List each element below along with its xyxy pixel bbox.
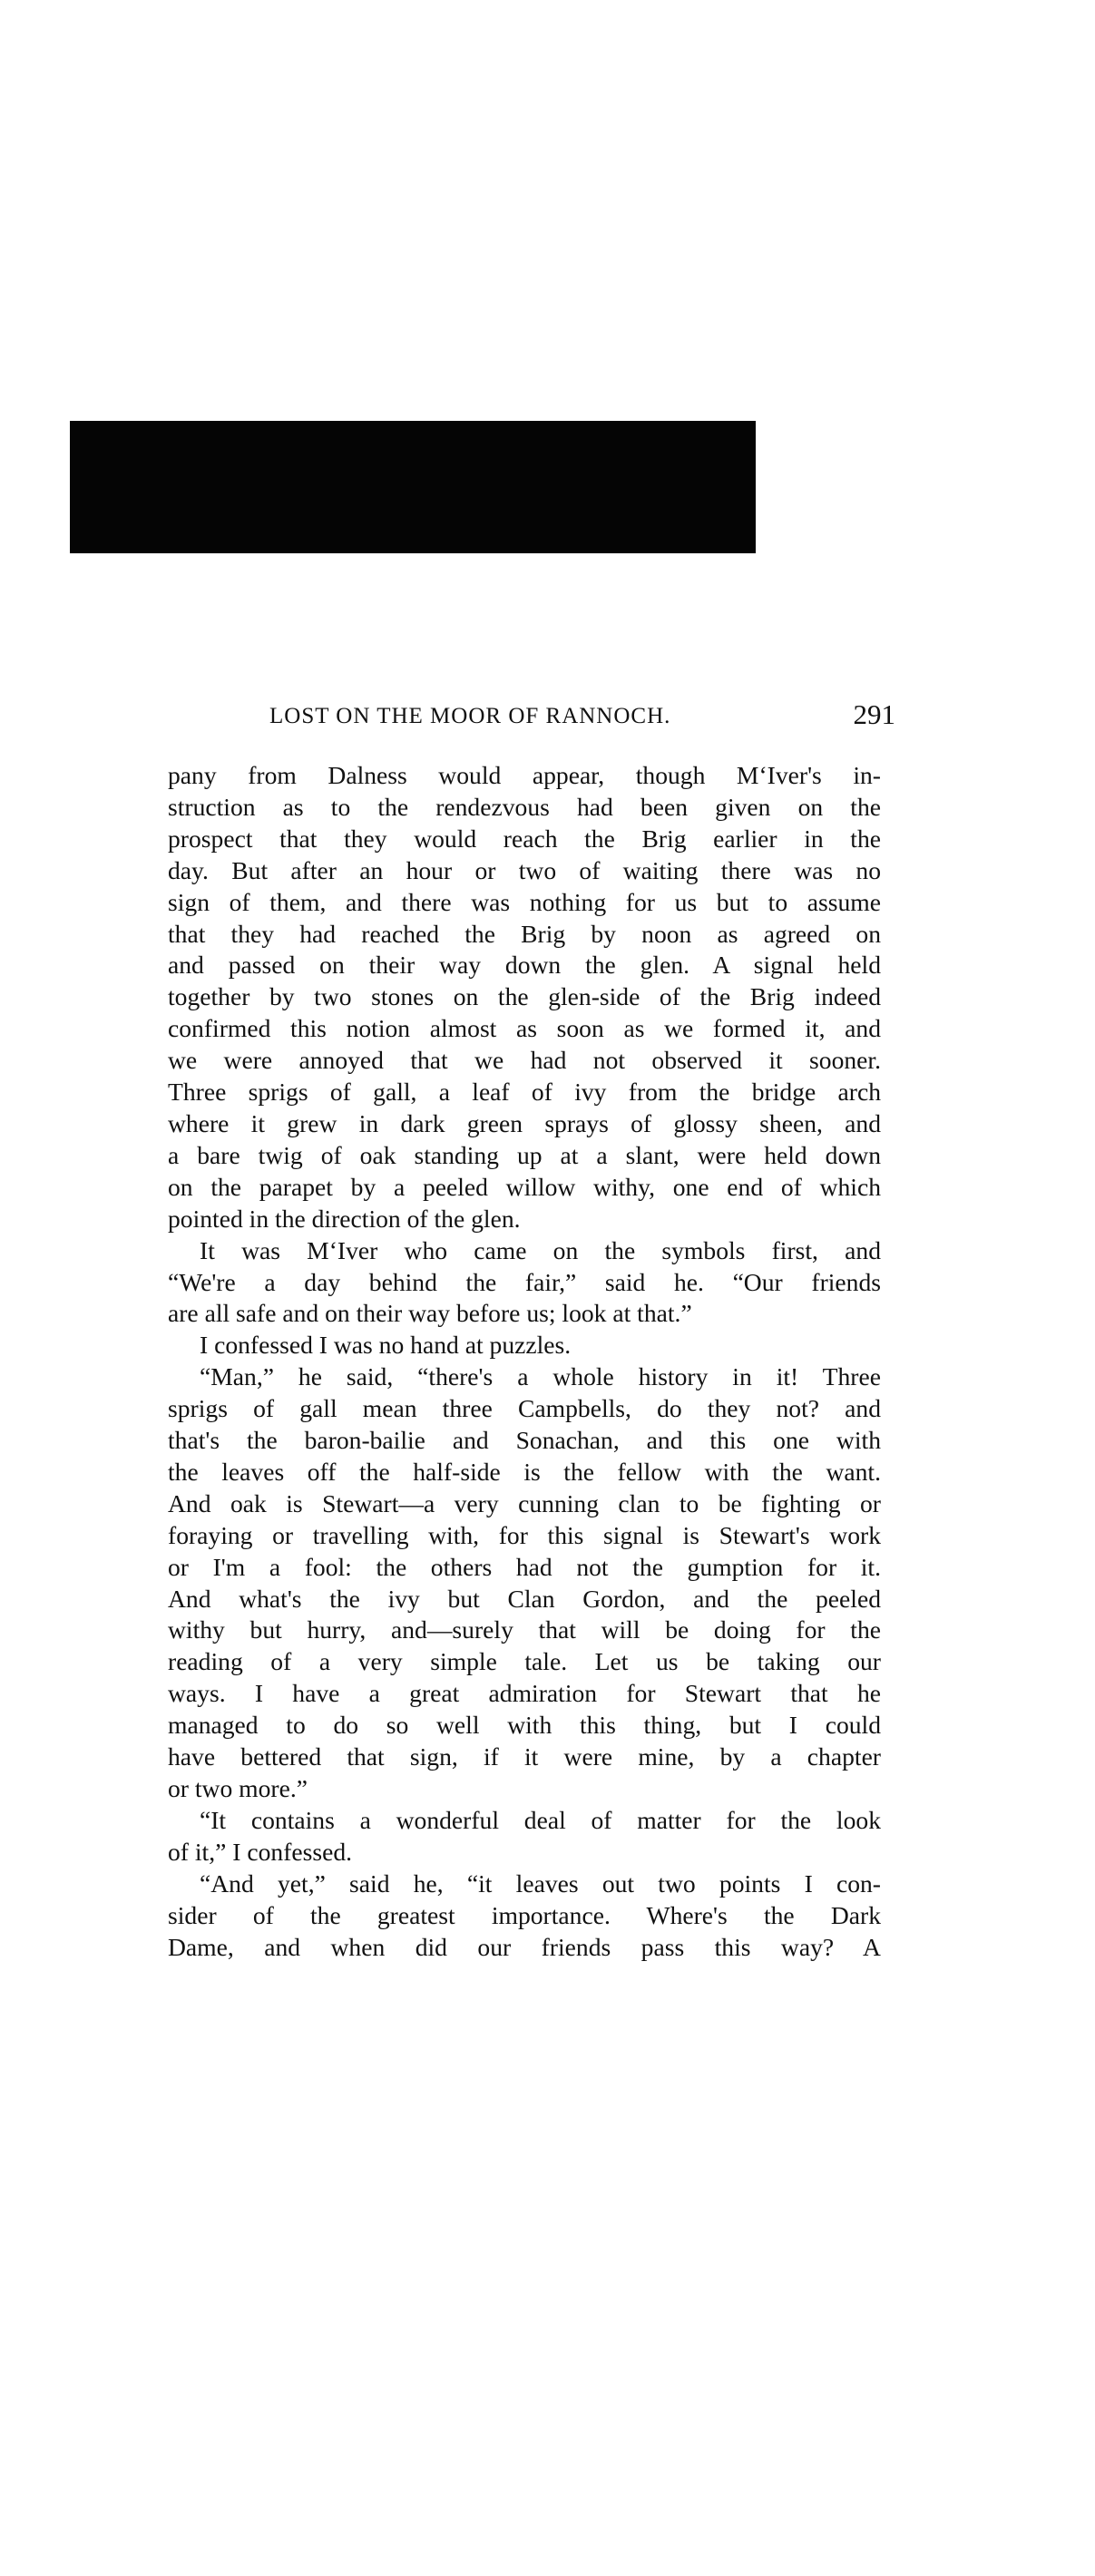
text-line: prospect that they would reach the Brig earlier in the [168,824,881,853]
text-line: pany from Dalness would appear, though M‘Iver's in- [168,761,881,789]
running-head-title: LOST ON THE MOOR OF RANNOCH. [269,704,671,728]
text-line: “Man,” he said, “there's a whole history in it! Three [200,1362,881,1391]
text-line: have bettered that sign, if it were mine, by a chapter [168,1742,881,1771]
running-header [269,695,895,735]
text-line: of it,” I confessed. [168,1837,353,1866]
page-number: 291 [853,698,895,730]
text-line: managed to do so well with this thing, but I could [168,1711,881,1740]
text-line: pointed in the direction of the glen. [168,1204,521,1233]
text-line: “We're a day behind the fair,” said he. “Our friends [168,1267,881,1296]
text-line: that's the baron-bailie and Sonachan, and this one with [168,1426,881,1455]
body-text [168,760,881,1963]
text-line: “It contains a wonderful deal of matter for the look [200,1805,881,1834]
text-line: Dame, and when did our friends pass this way? A [168,1932,881,1961]
text-line: together by two stones on the glen-side of the Brig indeed [168,982,881,1011]
text-line: or I'm a fool: the others had not the gumption for it. [168,1552,881,1581]
text-line: ways. I have a great admiration for Stewart that he [168,1679,881,1708]
redaction-bar [70,421,756,553]
text-line: that they had reached the Brig by noon as agreed on [168,919,881,948]
text-line: “And yet,” said he, “it leaves out two points I con- [200,1869,881,1898]
text-line: sider of the greatest importance. Where's the Dark [168,1900,881,1929]
text-line: where it grew in dark green sprays of glossy sheen, and [168,1108,881,1137]
text-line: are all safe and on their way before us; look at that.” [168,1299,692,1328]
text-line: And oak is Stewart—a very cunning clan to be fighting or [168,1488,881,1517]
text-line: I confessed I was no hand at puzzles. [200,1331,572,1360]
text-line: reading of a very simple tale. Let us be taking our [168,1647,881,1676]
text-line: foraying or travelling with, for this signal is Stewart's work [168,1520,881,1549]
text-line: or two more.” [168,1774,308,1802]
text-line: and passed on their way down the glen. A signal held [168,951,881,980]
text-line: withy but hurry, and—surely that will be doing for the [168,1615,881,1644]
text-line: we were annoyed that we had not observed it sooner. [168,1046,881,1075]
text-line: And what's the ivy but Clan Gordon, and the peeled [168,1584,881,1613]
text-line: day. But after an hour or two of waiting there was no [168,855,881,884]
text-line: sign of them, and there was nothing for us but to assume [168,887,881,916]
text-line: on the parapet by a peeled willow withy, one end of which [168,1172,881,1201]
text-line: the leaves off the half-side is the fellow with the want. [168,1457,881,1486]
text-line: sprigs of gall mean three Campbells, do they not? and [168,1394,881,1423]
text-line: a bare twig of oak standing up at a slant, were held down [168,1140,881,1169]
text-line: confirmed this notion almost as soon as we formed it, and [168,1014,881,1043]
text-line: struction as to the rendezvous had been given on the [168,792,881,821]
text-line: It was M‘Iver who came on the symbols first, and [200,1235,881,1264]
text-line: Three sprigs of gall, a leaf of ivy from the bridge arch [168,1078,881,1107]
